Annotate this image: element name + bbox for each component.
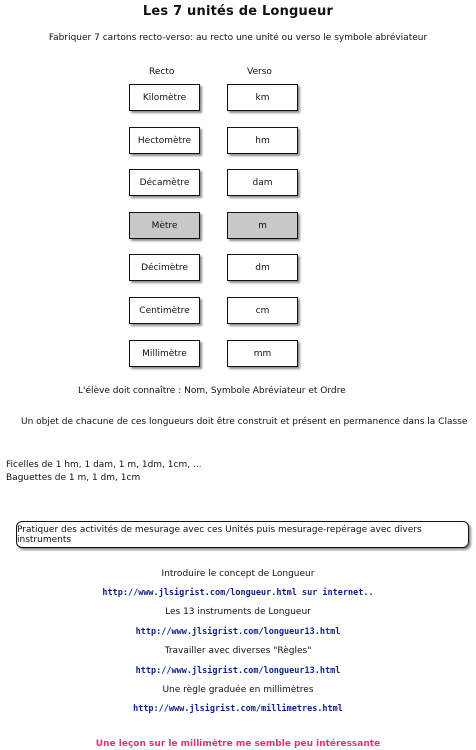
verso-card [227, 127, 298, 154]
verso-card-label: dm [255, 262, 270, 273]
verso-card [227, 212, 298, 239]
recto-card [129, 212, 200, 239]
verso-card-label: km [255, 92, 270, 103]
resource-label: Les 13 instruments de Longueur [165, 607, 311, 617]
recto-card-label: Centimètre [139, 305, 190, 316]
verso-card [227, 84, 298, 111]
classroom-object-note: Un objet de chacune de ces longueurs doit être construit et présent en permanence dans la Classe [21, 417, 468, 427]
verso-card [227, 254, 298, 281]
resource-link[interactable]: http://www.jlsigrist.com/millimetres.html [133, 704, 343, 714]
resource-link[interactable]: http://www.jlsigrist.com/longueur13.html [135, 666, 341, 676]
recto-card [129, 340, 200, 367]
baguettes-line: Baguettes de 1 m, 1 dm, 1cm [6, 473, 141, 483]
footer-note: Une leçon sur le millimètre me semble peu intéressante [95, 739, 381, 749]
resource-link[interactable]: http://www.jlsigrist.com/longueur13.html [135, 627, 341, 637]
recto-card-label: Kilomètre [142, 92, 187, 103]
verso-card-label: m [258, 220, 267, 231]
recto-card-label: Millimètre [142, 348, 187, 359]
verso-card [227, 340, 298, 367]
recto-card-label: Hectomètre [137, 135, 192, 146]
recto-card [129, 169, 200, 196]
recto-card [129, 127, 200, 154]
ficelles-line: Ficelles de 1 hm, 1 dam, 1 m, 1dm, 1cm, ... [6, 460, 202, 470]
verso-card [227, 297, 298, 324]
recto-card-label: Décimètre [141, 262, 188, 273]
recto-column-header: Recto [149, 67, 175, 77]
activity-callout-text: Pratiquer des activités de mesurage avec ces Unités puis mesurage-repérage avec divers instruments [17, 524, 422, 545]
resource-label: Introduire le concept de Longueur [161, 569, 315, 579]
verso-card [227, 169, 298, 196]
verso-card-label: dam [252, 177, 273, 188]
resource-label: Une règle graduée en millimètres [162, 685, 314, 695]
instruction-text: Fabriquer 7 cartons recto-verso: au recto une unité ou verso le symbole abréviateur [48, 33, 428, 43]
recto-card [129, 84, 200, 111]
page-title: Les 7 unités de Longueur [142, 4, 334, 19]
verso-card-label: mm [253, 348, 272, 359]
recto-card-label: Mètre [151, 220, 178, 231]
knowledge-requirement: L'élève doit connaître : Nom, Symbole Abréviateur et Ordre [78, 386, 346, 396]
recto-card [129, 297, 200, 324]
activity-callout-box [16, 521, 469, 548]
verso-card-label: cm [255, 305, 270, 316]
recto-card-label: Décamètre [139, 177, 190, 188]
recto-card [129, 254, 200, 281]
resource-link[interactable]: http://www.jlsigrist.com/longueur.html sur internet.. [102, 588, 374, 598]
resource-label: Travailler avec diverses "Règles" [164, 646, 312, 656]
verso-card-label: hm [255, 135, 270, 146]
verso-column-header: Verso [247, 67, 272, 77]
